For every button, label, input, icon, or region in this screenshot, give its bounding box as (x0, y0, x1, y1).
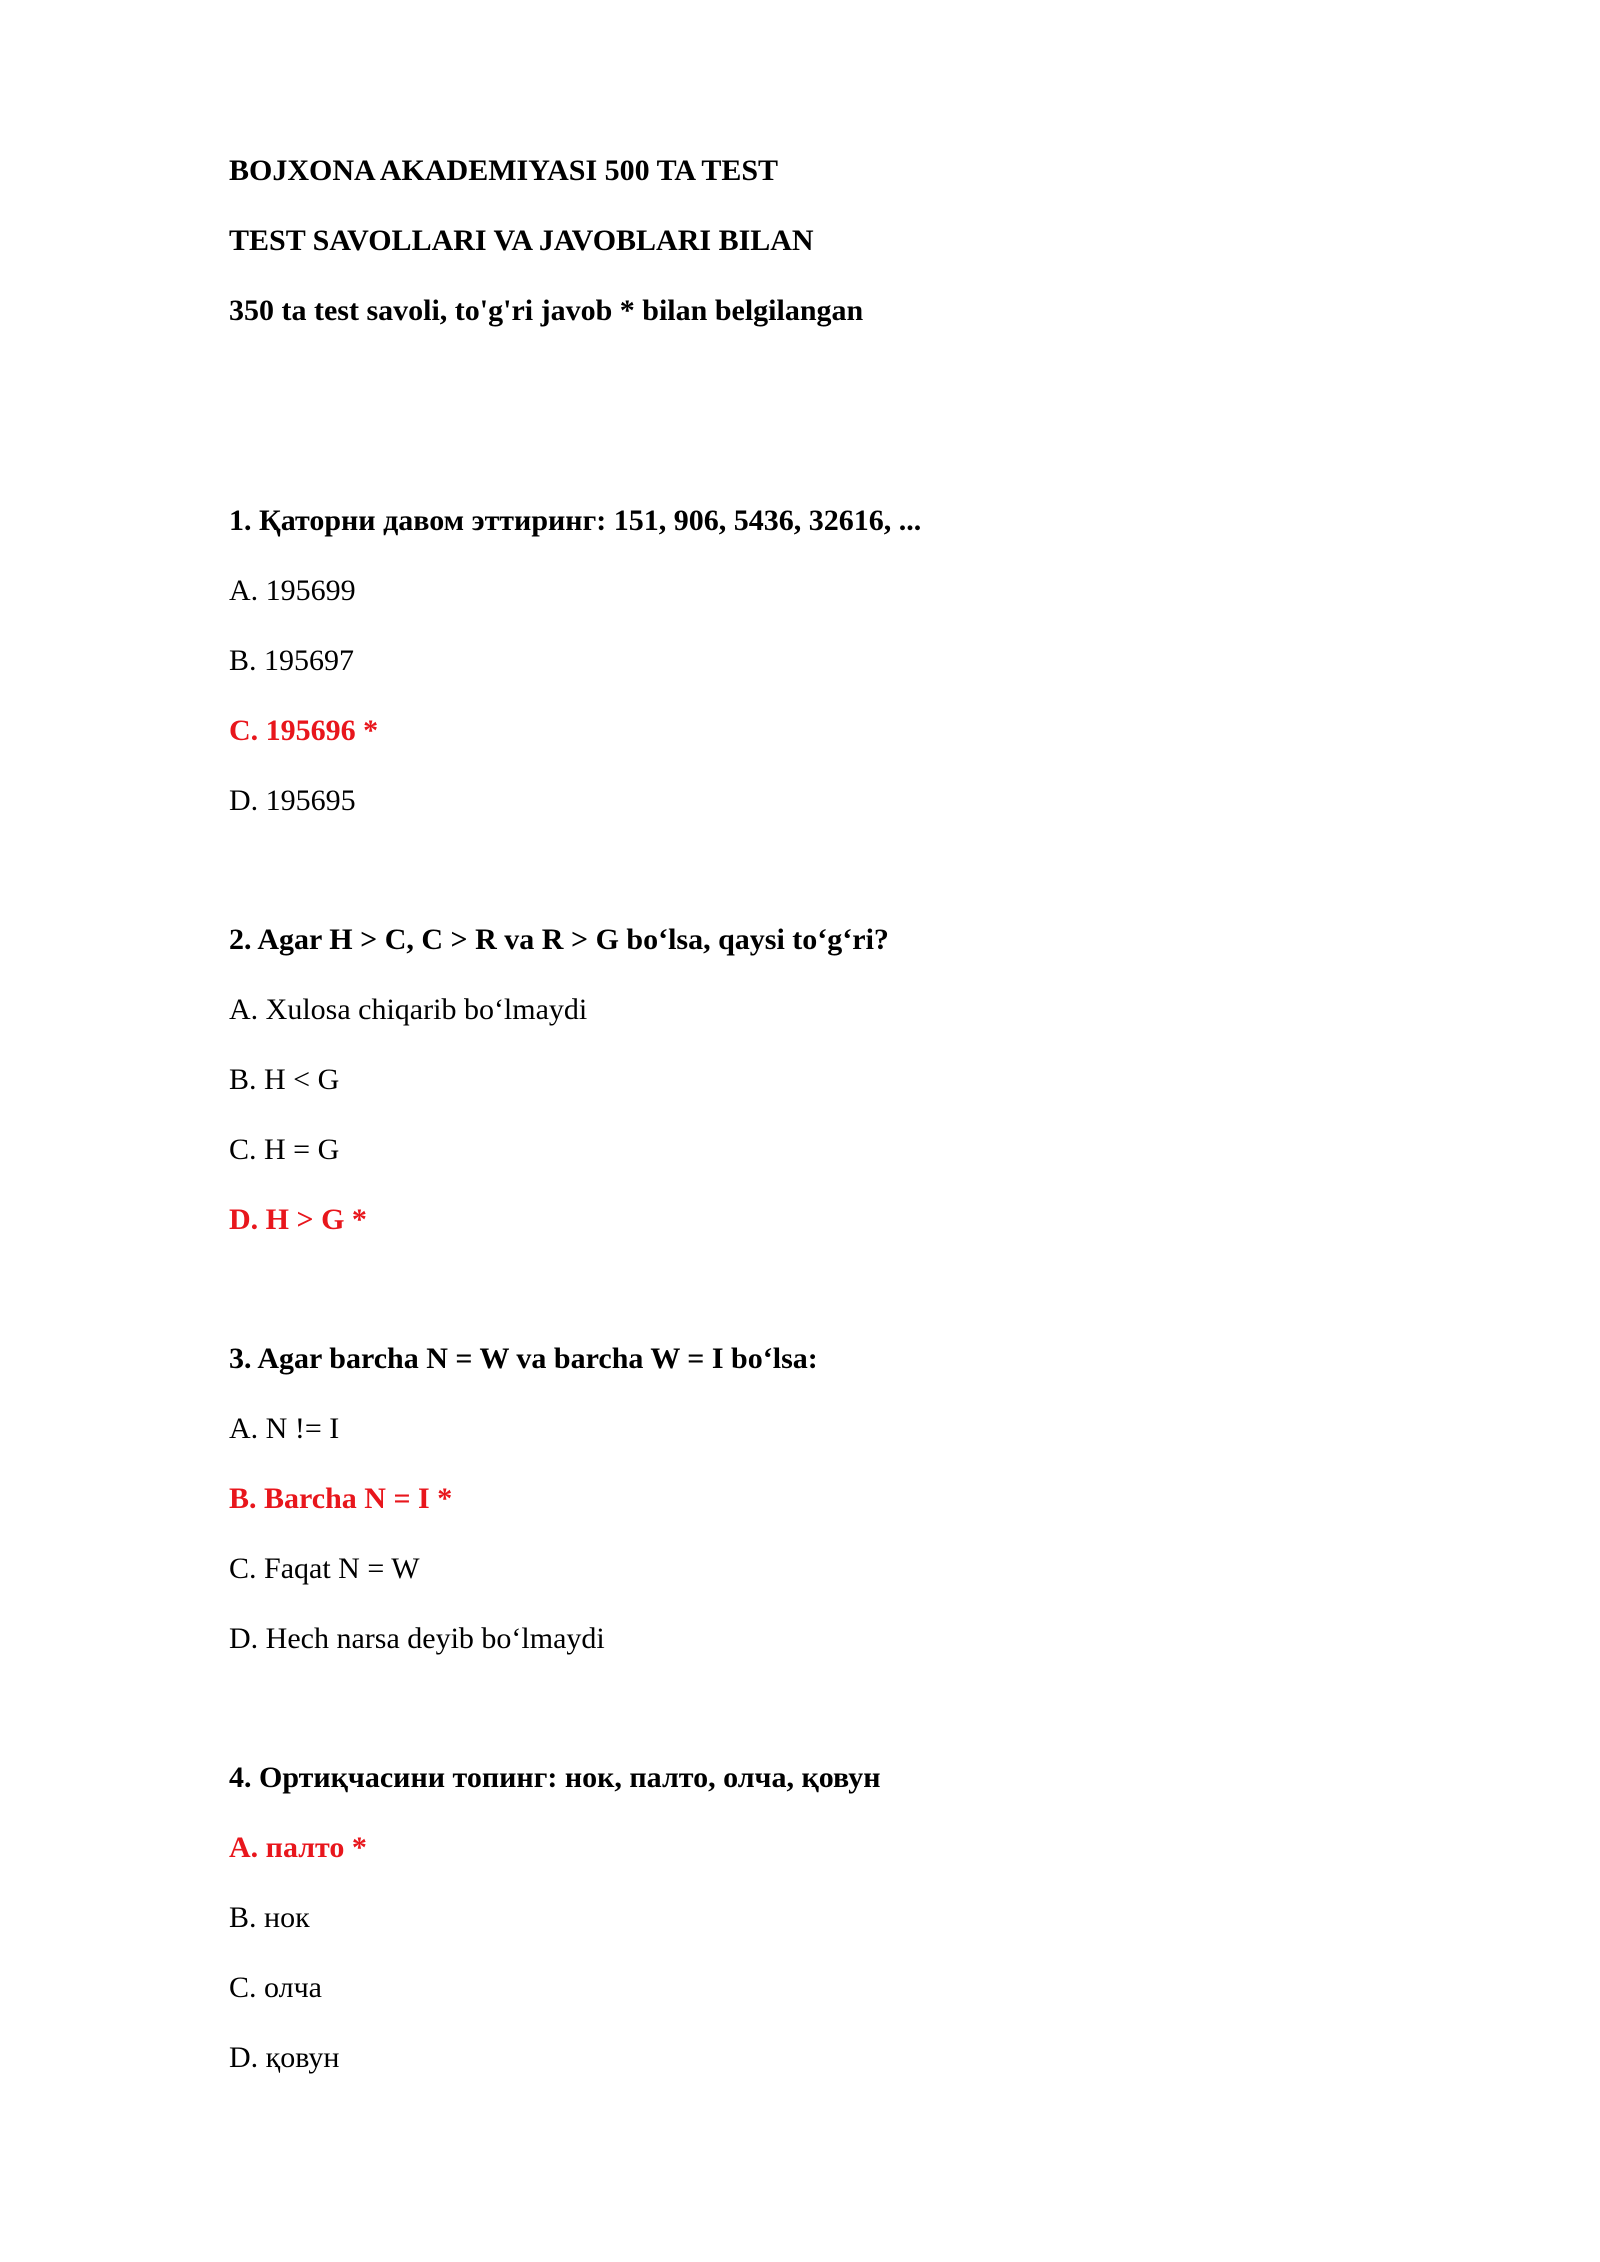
question-3-text: 3. Agar barcha N = W va barcha W = I bo‘lsa: (229, 1342, 818, 1375)
document-title: BOJXONA AKADEMIYASI 500 TA TEST (229, 154, 779, 187)
question-1-option-d: D. 195695 (229, 784, 356, 817)
question-3-option-b-correct: B. Barcha N = I * (229, 1482, 453, 1515)
document-subtitle: TEST SAVOLLARI VA JAVOBLARI BILAN (229, 224, 814, 257)
question-3-option-a: A. N != I (229, 1412, 340, 1445)
question-3-option-c: C. Faqat N = W (229, 1552, 420, 1585)
question-2-option-a: A. Xulosa chiqarib bo‘lmaydi (229, 993, 588, 1026)
question-3-option-d: D. Hech narsa deyib bo‘lmaydi (229, 1622, 605, 1655)
question-4-text: 4. Ортиқчасини топинг: нок, палто, олча, қовун (229, 1761, 881, 1794)
question-4-option-c: C. олча (229, 1971, 322, 2004)
question-1-option-a: A. 195699 (229, 574, 356, 607)
question-4-option-b: B. нок (229, 1901, 310, 1934)
question-4-option-a-correct: A. палто * (229, 1831, 367, 1864)
question-4-option-d: D. қовун (229, 2041, 340, 2074)
question-1-text: 1. Қаторни давом эттиринг: 151, 906, 5436, 32616, ... (229, 504, 922, 537)
question-2-option-d-correct: D. H > G * (229, 1203, 367, 1236)
question-1-option-b: B. 195697 (229, 644, 355, 677)
question-2-text: 2. Agar H > C, C > R va R > G bo‘lsa, qaysi to‘g‘ri? (229, 923, 889, 956)
document-note: 350 ta test savoli, to'g'ri javob * bilan belgilangan (229, 294, 864, 327)
question-2-option-b: B. H < G (229, 1063, 340, 1096)
question-1-option-c-correct: C. 195696 * (229, 714, 379, 747)
question-2-option-c: C. H = G (229, 1133, 340, 1166)
